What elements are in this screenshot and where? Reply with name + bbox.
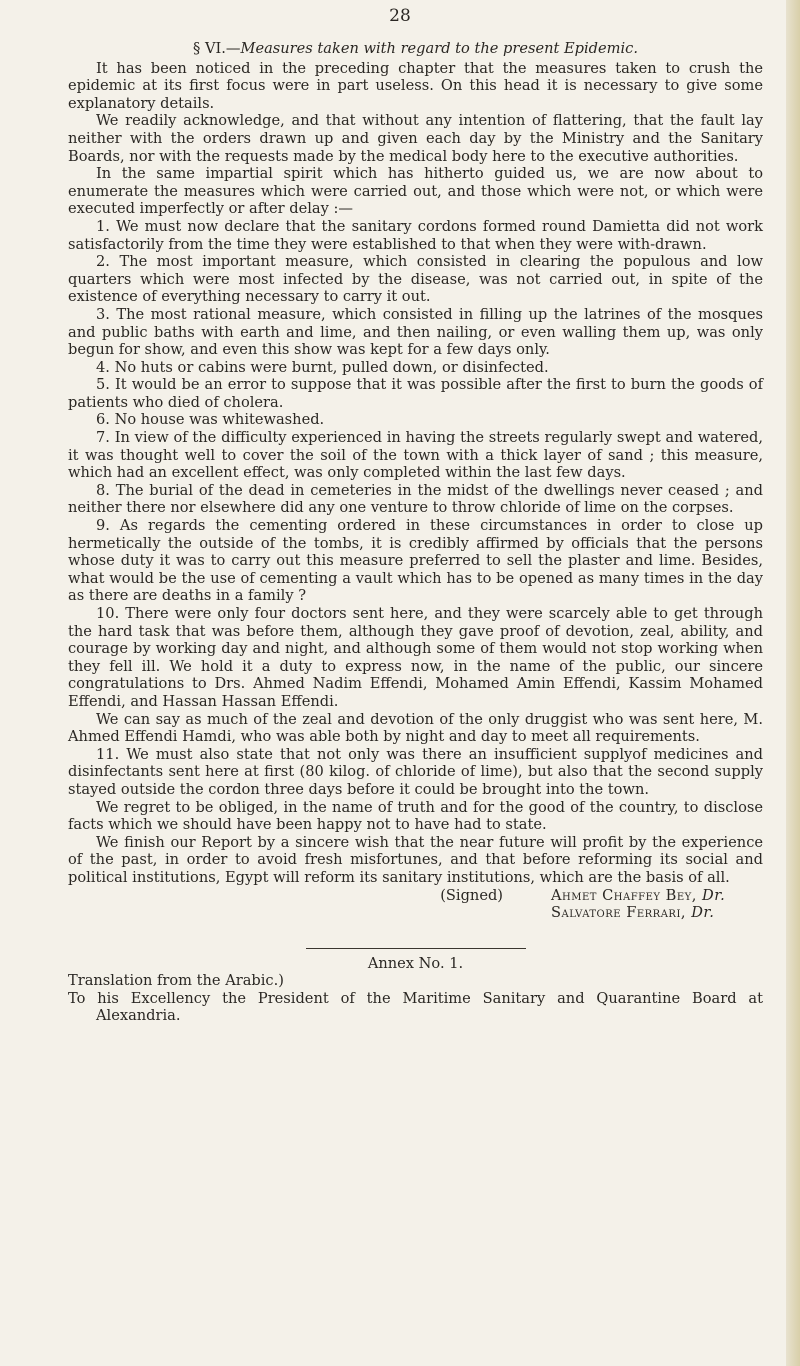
signatory-1-title: Dr. [702, 886, 726, 904]
signature-line-2 [68, 904, 763, 922]
signatory-1 [551, 887, 763, 905]
section-number: § VI. [193, 40, 226, 57]
section-dash: — [225, 40, 241, 57]
paragraph-item-1: 1. We must now declare that the sanitary cordons formed round Damietta did not work satisfactorily from the time they were established to that when they were with-drawn. [68, 217, 763, 253]
paragraph-item-11: 11. We must also state that not only was there an insufficient supplyof medicines and disinfectants sent here at first (80 kilog. of chloride of lime), but also that the second supply stayed outside the cordon three days before it could be brought into the town. [68, 745, 763, 798]
signatory-2-title: Dr. [691, 904, 715, 922]
signatory-1-name: Ahmet Chaffey Bey, [551, 886, 697, 904]
paragraph-item-8: 8. The burial of the dead in cemeteries in the midst of the dwellings never ceased ; and neither there nor elsewhere did any one venture to throw chloride of lime on the corpses. [68, 481, 763, 517]
paragraph-item-10: 10. There were only four doctors sent here, and they were scarcely able to get through the hard task that was before them, although they gave proof of devotion, zeal, ability, and courage by working day and night, and although some of them would not stop working when they fell ill. We hold it a duty to express now, in the name of the public, our sincere congratulations to Drs. Ahmed Nadim Effendi, Mohamed Amin Effendi, Kassim Mohamed Effendi, and Hassan Hassan Effendi. [68, 605, 763, 710]
signatory-2-name: Salvatore Ferrari, [551, 904, 687, 922]
paragraph-regret: We regret to be obliged, in the name of truth and for the good of the country, to disclose facts which we should have been happy not to have had to state. [68, 798, 763, 834]
section-title: Measures taken with regard to the present Epidemic. [240, 40, 638, 57]
paragraph-item-6: 6. No house was whitewashed. [96, 411, 325, 429]
page-number: 28 [389, 6, 411, 26]
paragraph-druggist: We can say as much of the zeal and devotion of the only druggist who was sent here, M. Ahmed Effendi Hamdi, who was able both by night and day to meet all requirements. [68, 710, 763, 746]
annex-address [68, 990, 763, 1025]
paragraph-acknowledge: We readily acknowledge, and that without any intention of flattering, that the fault lay neither with the orders drawn up and given each day by the Ministry and the Sanitary Boards, nor with the requests made by the medical body here to the executive authorities. [68, 112, 763, 165]
paragraph-item-7: 7. In view of the difficulty experienced in having the streets regularly swept and watered, it was thought well to cover the soil of the town with a thick layer of sand ; this measure, which had an excellent effect, was only completed within the last few days. [68, 429, 763, 482]
paragraph-intro: It has been noticed in the preceding chapter that the measures taken to crush the epidemic at its first focus were in part useless. On this head it is necessary to give some explanatory details. [68, 59, 763, 112]
section-heading [68, 40, 763, 58]
translation-note: Translation from the Arabic.) [68, 972, 284, 990]
paragraph-enumerate: In the same impartial spirit which has hitherto guided us, we are now about to enumerate the measures which were carried out, and those which were not, or which were executed imperfectly or after delay :— [68, 165, 763, 218]
paragraph-item-5: 5. It would be an error to suppose that it was possible after the first to burn the goods of patients who died of cholera. [68, 376, 763, 411]
signature-line-1 [68, 887, 763, 905]
page-edge [786, 0, 800, 1366]
paragraph-item-2: 2. The most important measure, which consisted in clearing the populous and low quarters which were most infected by the disease, was not carried out, in spite of the existence of everything necessary to carry it out. [68, 253, 763, 306]
signature-block [68, 887, 763, 922]
paragraph-item-4: 4. No huts or cabins were burnt, pulled down, or disinfected. [96, 358, 549, 376]
signatory-2 [551, 904, 763, 922]
page-content [68, 40, 763, 1025]
section-divider [306, 948, 526, 949]
paragraph-conclusion: We finish our Report by a sincere wish that the near future will profit by the experience of the past, in order to avoid fresh misfortunes, and that before reforming its social and political institutions, Egypt will reform its sanitary institutions, which are the basis of all. [68, 833, 763, 886]
signed-label: (Signed) [440, 886, 503, 904]
annex-heading: Annex No. 1. [367, 954, 464, 972]
paragraph-item-9: 9. As regards the cementing ordered in these circumstances in order to close up hermetically the outside of the tombs, it is credibly affirmed by officials that the persons whose duty it was to carry out this measure preferred to sell the plaster and lime. Besides, what would be the use of cementing a vault which has to be opened as many times in the day as there are deaths in a family ? [68, 517, 763, 605]
annex-address-text: To his Excellency the President of the Maritime Sanitary and Quarantine Board at Alexandria. [68, 989, 763, 1025]
paragraph-item-3: 3. The most rational measure, which consisted in filling up the latrines of the mosques and public baths with earth and lime, and then nailing, or even walling them up, was only begun for show, and even this show was kept for a few days only. [68, 305, 763, 359]
